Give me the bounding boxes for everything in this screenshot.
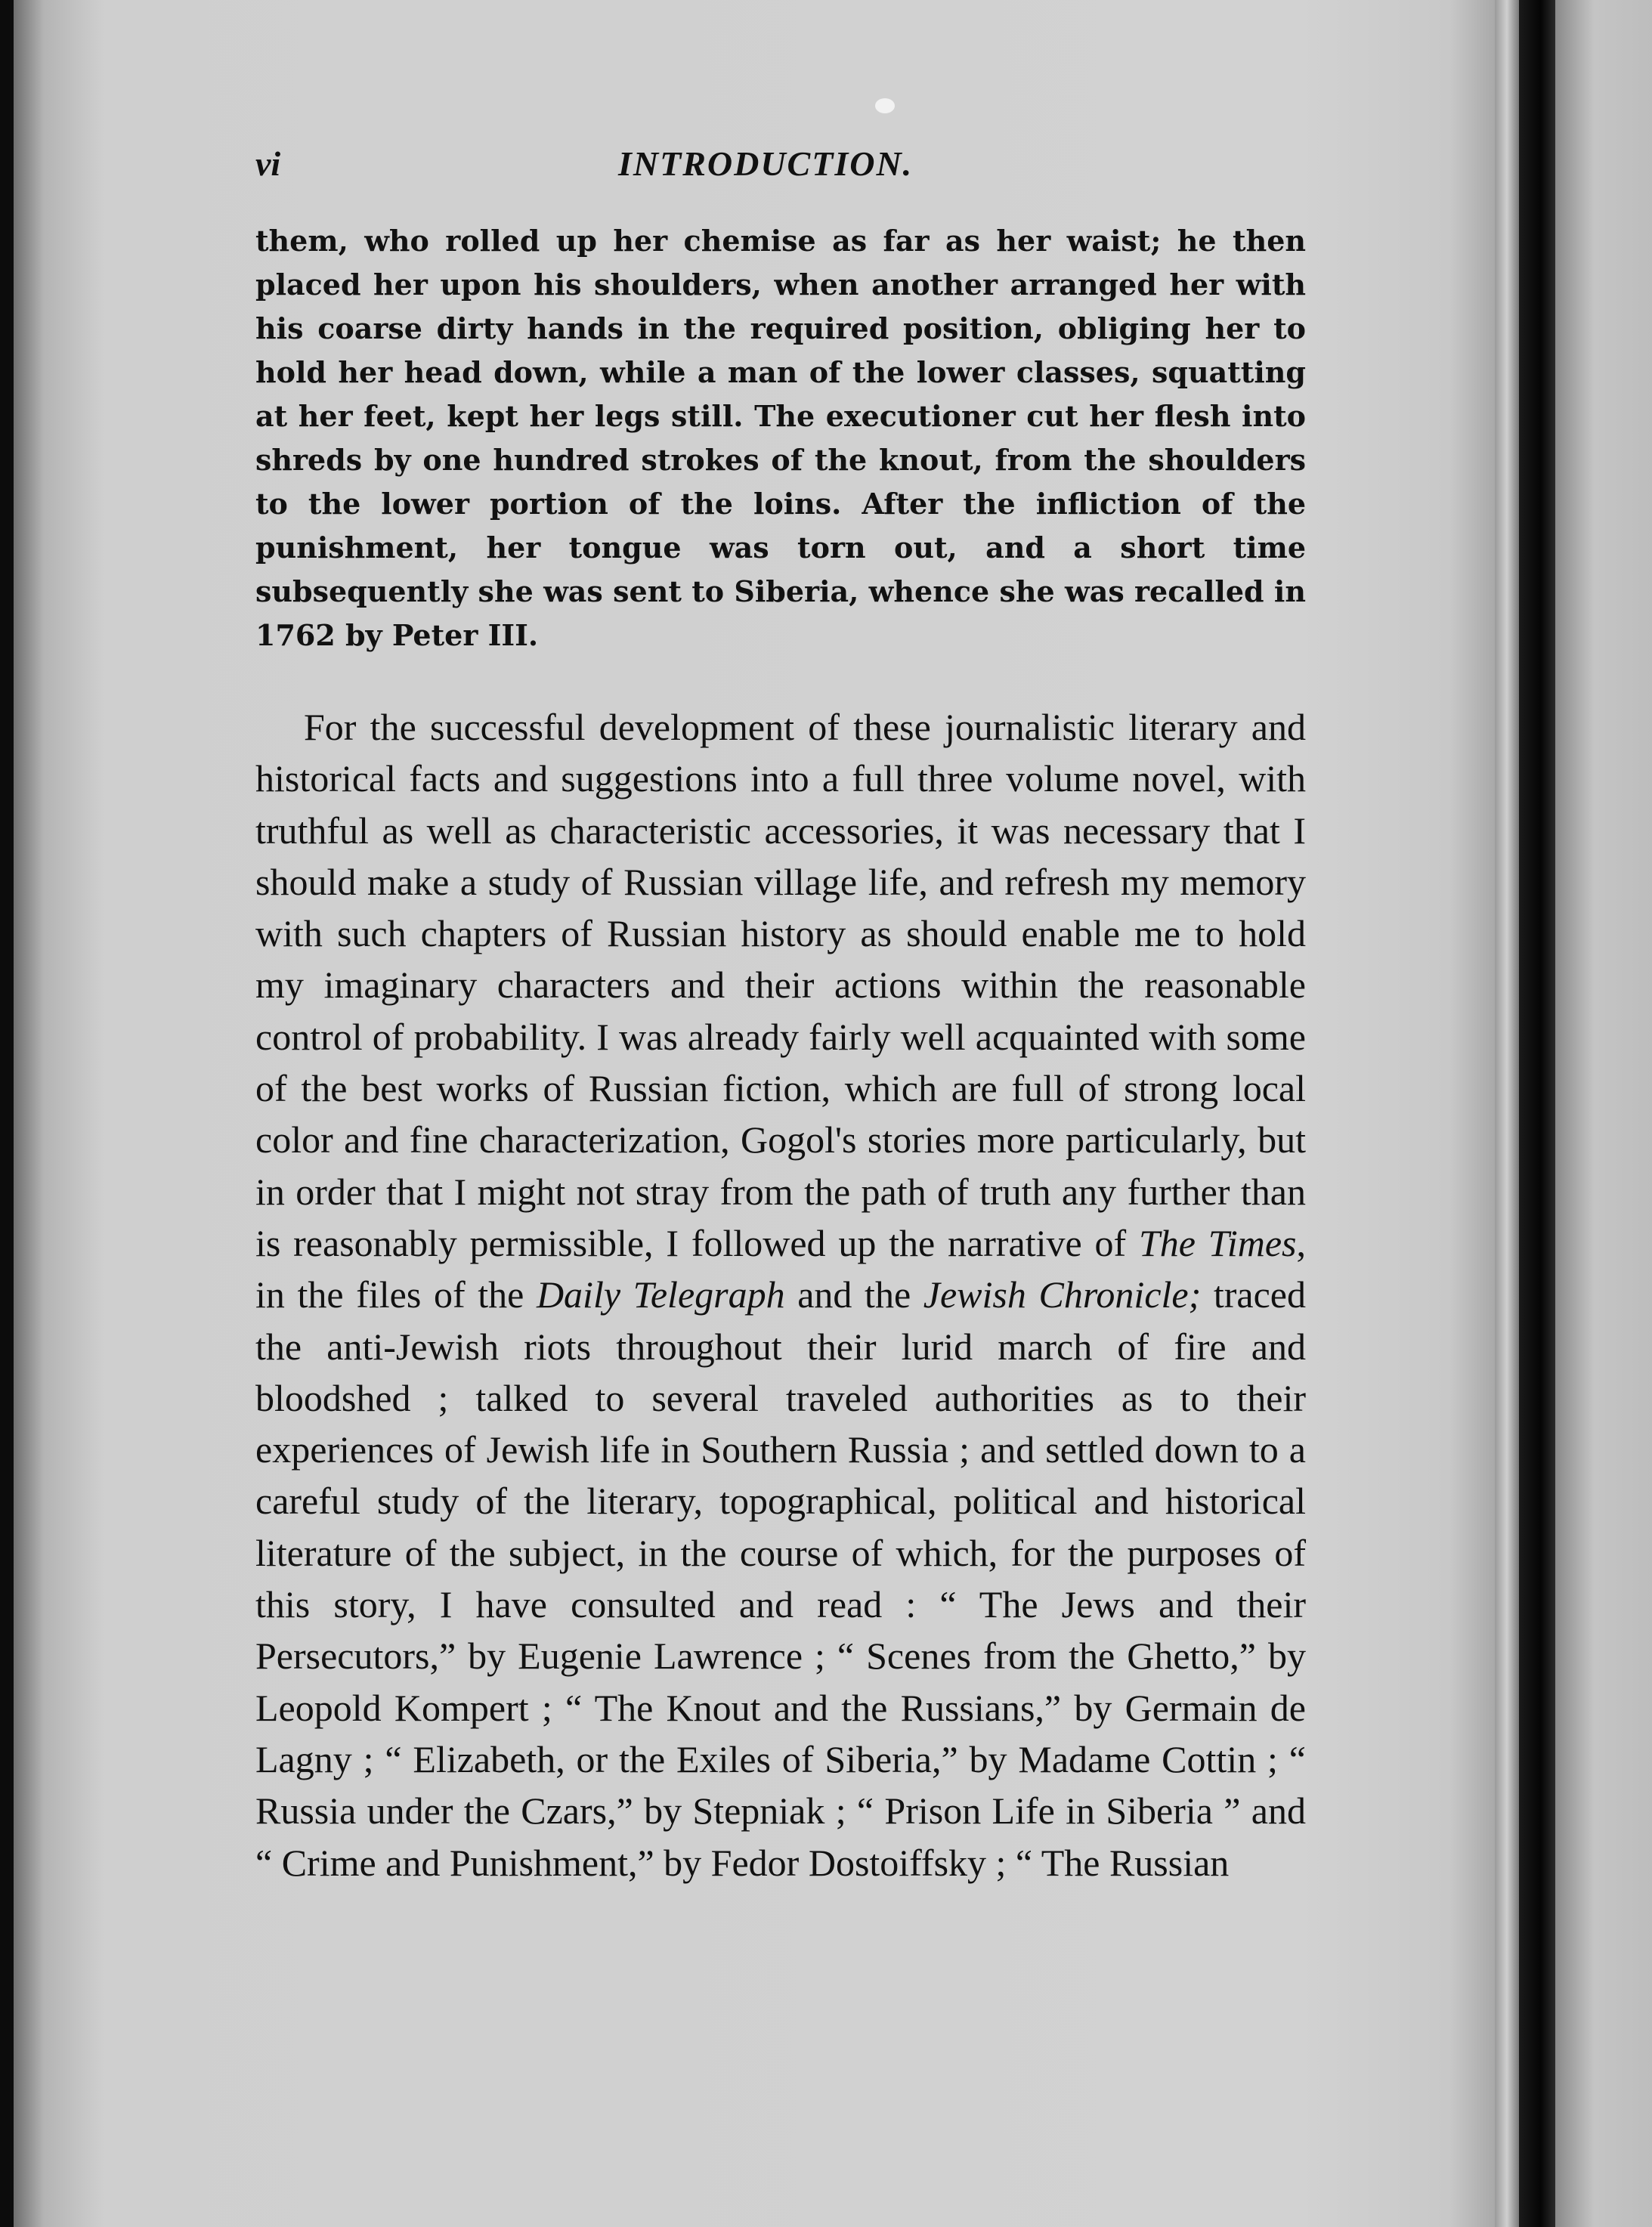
running-head (255, 144, 1306, 196)
book-page (14, 0, 1495, 2227)
newspaper-title: Jewish Chronicle; (923, 1273, 1202, 1316)
paper-speck (875, 98, 895, 113)
paragraph-text: and the (784, 1273, 923, 1316)
running-title: INTRODUCTION. (618, 144, 914, 183)
newspaper-title: Daily Telegraph (536, 1273, 785, 1316)
paragraph-text: , in the files of the (255, 1221, 1306, 1316)
facing-page-edge (1555, 0, 1652, 2227)
gutter-shadow (1519, 0, 1555, 2227)
extract-paragraph: them, who rolled up her chemise as far as her waist; he then placed her upon his shoulders, when another arranged her with his coarse dirty hands in the required position, obliging her to hold her head down, while a man of the lower classes, squatting at her feet, kept her legs still. The executioner cut her flesh into shreds by one hundred strokes of the knout, from the shoulders to the lower portion of the loins. After the infliction of the punishment, her tongue was torn out, and a short time subsequently she was sent to Siberia, whence she was recalled in 1762 by Peter III. (255, 224, 1306, 652)
quoted-extract (255, 219, 1306, 657)
page-number: vi (255, 144, 281, 183)
body-paragraph (255, 701, 1306, 1888)
paragraph-text: traced the anti-Jewish riots throughout their lurid march of fire and bloodshed ; talked to several traveled authorities as to their experiences of Jewish life in Southern Russia ; and settled down to a careful study of the literary, topographical, political and historical literature of the subject, in the course of which, for the purposes of this story, I have consulted and read : “ The Jews and their Persecutors,” by Eugenie Lawrence ; “ Scenes from the Ghetto,” by Leopold Kompert ; “ The Knout and the Russians,” by Germain de Lagny ; “ Elizabeth, or the Exiles of Siberia,” by Madame Cottin ; “ Russia under the Czars,” by Stepniak ; “ Prison Life in Siberia ” and “ Crime and Punishment,” by Fedor Dostoiffsky ; “ The Russian (255, 1273, 1306, 1884)
paragraph-text: For the successful development of these journalistic literary and historical facts and suggestions into a full three volume novel, with truthful as well as characteristic accessories, it was necessary that I should make a study of Russian village life, and refresh my memory with such chapters of Russian history as should enable me to hold my imaginary characters and their actions within the reasonable control of probability. I was already fairly well acquainted with some of the best works of Russian fiction, which are full of strong local color and fine characterization, Gogol's stories more particularly, but in order that I might not stray from the path of truth any further than is reasonably permissible, I followed up the narrative of (255, 706, 1306, 1264)
body-text (255, 701, 1306, 1888)
page-content (255, 144, 1306, 1888)
page-edge (1495, 0, 1519, 2227)
newspaper-title: The Times (1138, 1221, 1297, 1264)
